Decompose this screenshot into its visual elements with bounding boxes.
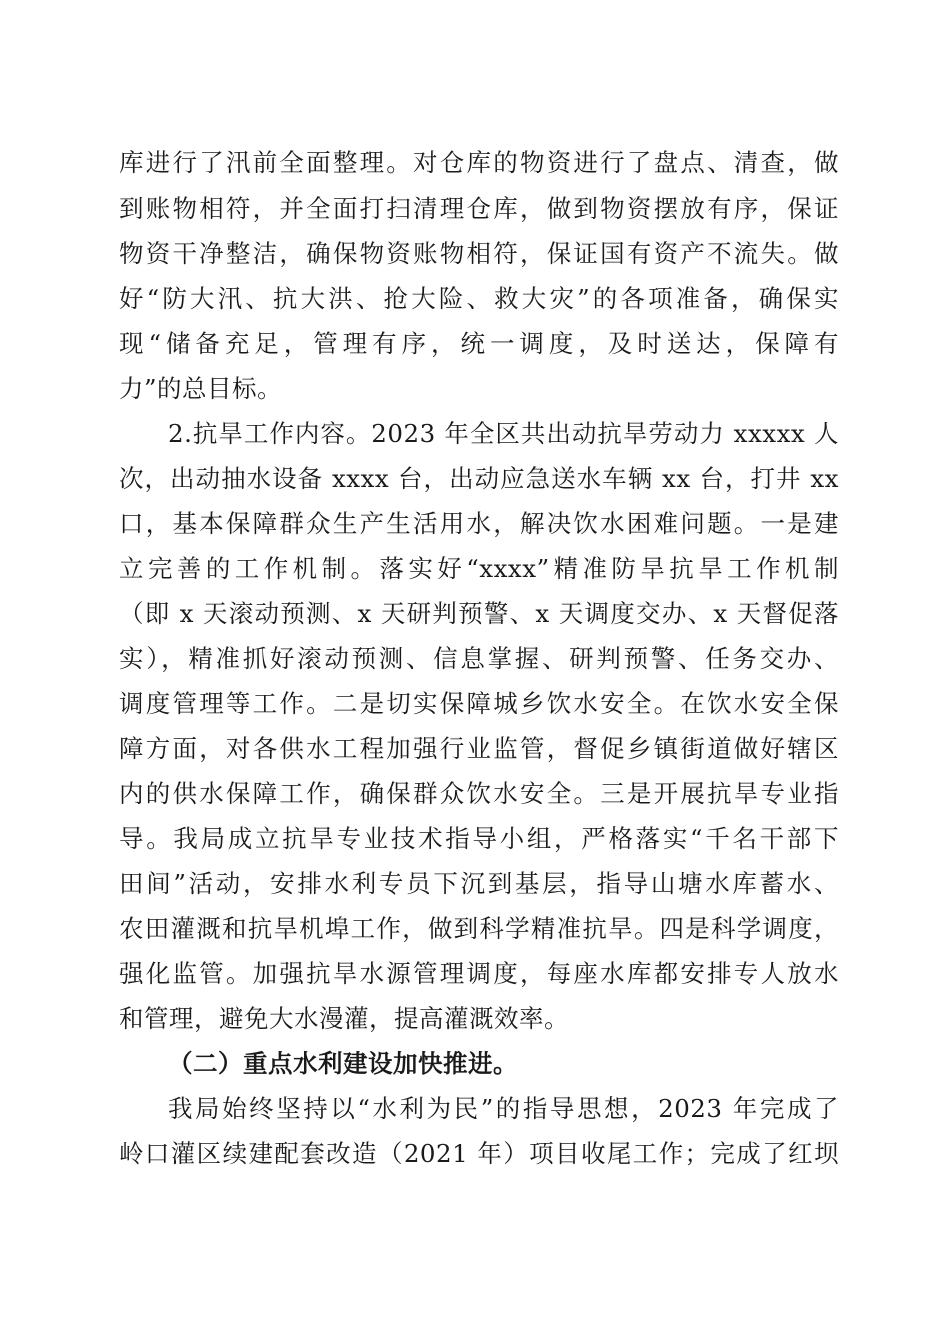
text-line: 现“储备充足，管理有序，统一调度，及时送达，保障有 bbox=[119, 329, 839, 358]
text-line: 立完善的工作机制。落实好“xxxx”精准防旱抗旱工作机制 bbox=[119, 554, 839, 583]
text-line: 强化监管。加强抗旱水源管理调度，每座水库都安排专人放水 bbox=[119, 959, 839, 988]
text-line: 我局始终坚持以“水利为民”的指导思想，2023 年完成了 bbox=[168, 1094, 839, 1123]
text-line: 到账物相符，并全面打扫清理仓库，做到物资摆放有序，保证 bbox=[119, 194, 839, 223]
text-line: 和管理，避免大水漫灌，提高灌溉效率。 bbox=[119, 1004, 569, 1033]
text-line: 次，出动抽水设备 xxxx 台，出动应急送水车辆 xx 台，打井 xx bbox=[119, 464, 839, 493]
text-line: 物资干净整洁，确保物资账物相符，保证国有资产不流失。做 bbox=[119, 239, 839, 268]
text-line: 好“防大汛、抗大洪、抢大险、救大灾”的各项准备，确保实 bbox=[119, 284, 839, 313]
text-line: 导。我局成立抗旱专业技术指导小组，严格落实“千名干部下 bbox=[119, 824, 839, 853]
text-line: 库进行了汛前全面整理。对仓库的物资进行了盘点、清查，做 bbox=[119, 148, 839, 177]
text-line: 2.抗旱工作内容。2023 年全区共出动抗旱劳动力 xxxxx 人 bbox=[168, 419, 839, 448]
text-line: 口，基本保障群众生产生活用水，解决饮水困难问题。一是建 bbox=[119, 509, 839, 538]
text-line: 实），精准抓好滚动预测、信息掌握、研判预警、任务交办、 bbox=[119, 644, 839, 673]
text-line: 调度管理等工作。二是切实保障城乡饮水安全。在饮水安全保 bbox=[119, 689, 839, 718]
text-line: 障方面，对各供水工程加强行业监管，督促乡镇街道做好辖区 bbox=[119, 734, 839, 763]
text-line: 农田灌溉和抗旱机埠工作，做到科学精准抗旱。四是科学调度， bbox=[119, 914, 839, 943]
text-line: 田间”活动，安排水利专员下沉到基层，指导山塘水库蓄水、 bbox=[119, 869, 839, 898]
section-heading: （二）重点水利建设加快推进。 bbox=[168, 1049, 518, 1078]
text-line: 岭口灌区续建配套改造（2021 年）项目收尾工作；完成了红坝 bbox=[119, 1139, 839, 1168]
text-line: （即 x 天滚动预测、x 天研判预警、x 天调度交办、x 天督促落 bbox=[119, 599, 839, 628]
text-line: 内的供水保障工作，确保群众饮水安全。三是开展抗旱专业指 bbox=[119, 779, 839, 808]
text-line: 力”的总目标。 bbox=[119, 374, 283, 403]
